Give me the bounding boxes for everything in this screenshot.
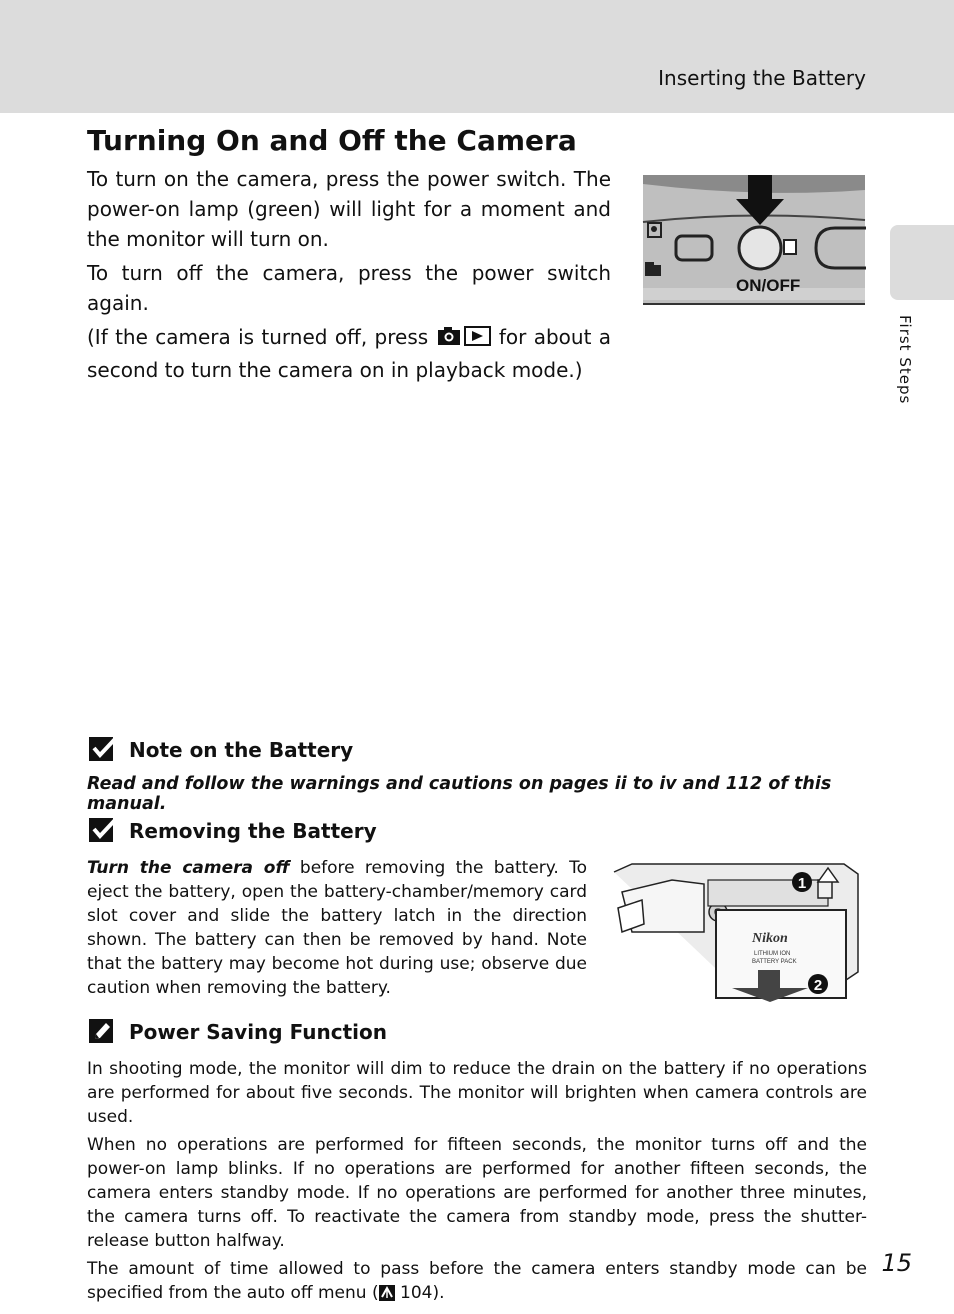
power-switch-figure — [640, 170, 866, 310]
pencil-icon — [87, 1017, 117, 1047]
on-off-label: ON/OFF — [736, 276, 801, 295]
step-1-marker: 1 — [797, 875, 807, 892]
intro-text — [87, 164, 611, 389]
removing-battery-heading-row — [87, 815, 867, 847]
battery-brand: Nikon — [752, 931, 788, 946]
power-saving-text — [87, 1057, 867, 1312]
page-reference-icon — [379, 1284, 395, 1308]
removing-battery-body: before removing the battery. To eject the battery, open the battery-chamber/memory card slot cover and slide the battery latch in the direction shown. The battery can then be removed by hand. Note that the battery may become hot during use; observe due caution when removing the battery. — [87, 858, 587, 998]
removing-battery-lead: Turn the camera off — [87, 858, 290, 878]
power-saving-paragraph-3-before: The amount of time allowed to pass before the camera enters standby mode can be specified from the auto off menu ( — [87, 1259, 867, 1303]
page-title: Turning On and Off the Camera — [87, 124, 577, 157]
intro-paragraph-2: To turn off the camera, press the power switch again. — [87, 261, 611, 315]
power-saving-heading-row — [87, 1016, 867, 1048]
power-saving-paragraph-3 — [87, 1257, 867, 1308]
battery-label-line1: LITHIUM ION — [754, 951, 791, 957]
note-battery-text: Read and follow the warnings and cautions on pages ii to iv and 112 of this manual. — [87, 774, 832, 814]
side-tab-label: First Steps — [896, 315, 914, 405]
power-saving-heading: Power Saving Function — [129, 1020, 387, 1044]
power-saving-paragraph-2: When no operations are performed for fifteen seconds, the monitor turns off and the power-on lamp blinks. If no operations are performed for another fifteen seconds, the camera enters standby mode. If no operations are performed for another three minutes, the camera turns off. To reactivate the camera from standby mode, press the shutter-release button halfway. — [87, 1135, 867, 1251]
intro-paragraph-3-before: (If the camera is turned off, press — [87, 325, 429, 349]
header-band — [0, 0, 954, 113]
note-check-icon — [87, 816, 117, 846]
intro-paragraph-1: To turn on the camera, press the power switch. The power-on lamp (green) will light for a moment and the monitor will turn on. — [87, 167, 611, 251]
power-saving-paragraph-1: In shooting mode, the monitor will dim to reduce the drain on the battery if no operations are performed for about five seconds. The monitor will brighten when camera controls are used. — [87, 1059, 867, 1127]
note-check-icon — [87, 735, 117, 765]
page-number: 15 — [881, 1249, 912, 1277]
removing-battery-heading: Removing the Battery — [129, 819, 377, 843]
note-battery-heading: Note on the Battery — [129, 738, 354, 762]
camera-playback-icon — [436, 325, 492, 355]
step-2-marker: 2 — [813, 977, 823, 994]
section-title: Inserting the Battery — [658, 66, 866, 90]
note-battery-heading-row — [87, 734, 867, 766]
side-tab — [890, 225, 954, 300]
battery-removal-figure — [612, 862, 864, 1004]
removing-battery-text — [87, 856, 587, 1000]
power-saving-paragraph-3-after: 104). — [394, 1283, 445, 1303]
intro-paragraph-3-after: for about a second to turn the camera on in playback mode.) — [87, 325, 612, 382]
intro-paragraph-3 — [87, 322, 611, 385]
battery-label-line2: BATTERY PACK — [752, 959, 797, 965]
